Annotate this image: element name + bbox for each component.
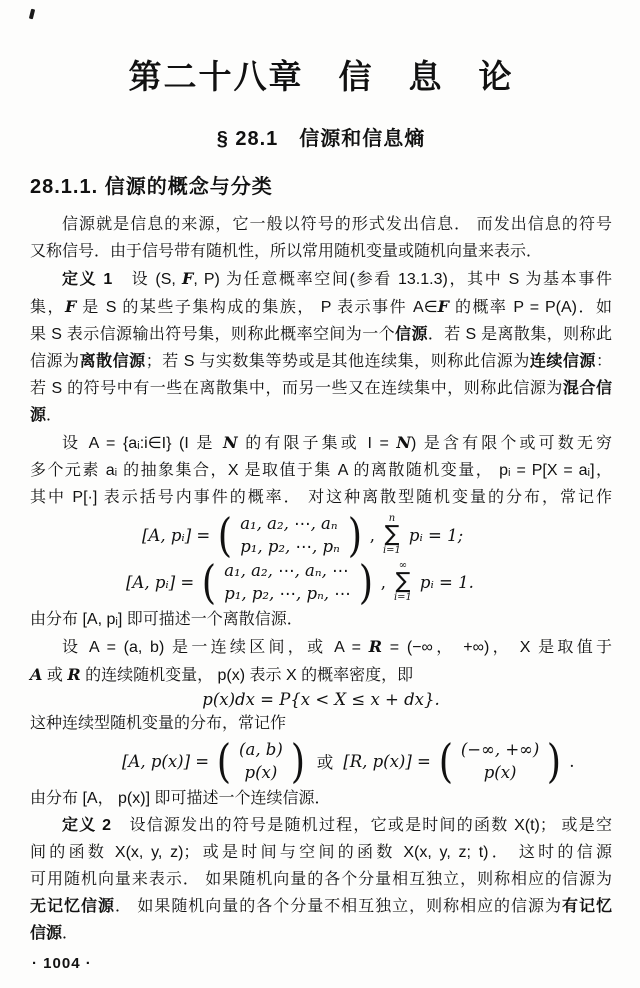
text-line: 信源就是信息的来源，它一般以符号的形式发出信息． 而发出信息的符号 bbox=[62, 216, 612, 234]
matrix-row-symbols: a₁, a₂, ⋯, aₙ, ⋯ bbox=[224, 560, 349, 580]
text-line: 定义 1 设 (S, F, P) 为任意概率空间(参看 13.1.3)，其中 S 为基本事件 bbox=[62, 269, 612, 289]
matrix-row-interval: (−∞, +∞) bbox=[460, 739, 540, 759]
text-line: 信源． bbox=[30, 925, 79, 943]
formula-density bbox=[30, 690, 612, 709]
summation-sign bbox=[394, 561, 412, 603]
formula-discrete-finite bbox=[142, 508, 612, 563]
formula-text: p(x)dx = P{x < X ≤ x + dx}. bbox=[202, 690, 440, 710]
matrix-row-interval: (a, b) bbox=[239, 739, 283, 759]
formula-discrete-infinite bbox=[126, 555, 612, 610]
subsection-title: 28.1.1. 信源的概念与分类 bbox=[30, 176, 273, 199]
page-number: · 1004 · bbox=[32, 955, 92, 973]
left-paren: ( bbox=[438, 734, 454, 789]
formula-lhs2: [R, p(x)] = bbox=[343, 751, 431, 771]
sigma-icon: ∑ bbox=[384, 522, 400, 548]
text-line: 由分布 [A， p(x)] 即可描述一个连续信源． bbox=[30, 790, 331, 808]
text-line: 定义 2 设信源发出的符号是随机过程，它或是时间的函数 X(t)； 或是空 bbox=[62, 817, 612, 835]
formula-continuous-source bbox=[122, 734, 612, 789]
paragraph-block-intro bbox=[30, 211, 612, 511]
separator: , bbox=[380, 572, 386, 592]
matrix-2row bbox=[240, 514, 340, 557]
matrix-row-probs: p₁, p₂, ⋯, pₙ, ⋯ bbox=[224, 583, 351, 603]
matrix-row-probs: p₁, p₂, ⋯, pₙ bbox=[240, 536, 340, 556]
formula-rhs: pᵢ = 1. bbox=[419, 572, 474, 592]
left-paren: ( bbox=[218, 508, 233, 563]
matrix-2row bbox=[239, 740, 283, 783]
paragraph-block-notation bbox=[30, 710, 612, 737]
matrix-row-density: p(x) bbox=[244, 762, 278, 782]
text-line: 这种连续型随机变量的分布，常记作 bbox=[30, 715, 287, 733]
sum-lower-limit: i=1 bbox=[382, 545, 401, 557]
sum-upper-limit: n bbox=[388, 513, 396, 525]
text-line: A 或 R 的连续随机变量， p(x) 表示 X 的概率密度，即 bbox=[30, 665, 414, 685]
formula-lhs: [A, pᵢ] = bbox=[142, 525, 211, 545]
left-paren: ( bbox=[216, 734, 232, 789]
text-line: 间的函数 X(x, y, z)；或是时间与空间的函数 X(x, y, z; t)． 这时的信源 bbox=[30, 844, 612, 862]
text-line: 集，F 是 S 的某些子集构成的集族， P 表示事件 A∈F 的概率 P = P(A)．如 bbox=[30, 297, 612, 317]
section-title: § 28.1 信源和信息熵 bbox=[216, 128, 426, 151]
formula-rhs: pᵢ = 1; bbox=[408, 525, 464, 545]
or-connector: 或 bbox=[316, 753, 334, 773]
text-line: 若 S 的符号中有一些在离散集中，而另一些又在连续集中，则称此信源为混合信 bbox=[30, 380, 612, 398]
matrix-row-symbols: a₁, a₂, ⋯, aₙ bbox=[240, 513, 338, 533]
sigma-icon: ∑ bbox=[395, 569, 411, 595]
text-line: 无记忆信源． 如果随机向量的各个分量不相互独立，则称相应的信源为有记忆 bbox=[30, 898, 612, 916]
text-line: 可用随机向量来表示． 如果随机向量的各个分量相互独立，则称相应的信源为 bbox=[30, 871, 612, 889]
matrix-2row bbox=[461, 740, 540, 783]
left-paren: ( bbox=[202, 555, 217, 610]
matrix-row-density: p(x) bbox=[483, 762, 517, 782]
sum-upper-limit: ∞ bbox=[398, 560, 408, 572]
chapter-title: 第二十八章 信 息 论 bbox=[128, 60, 514, 96]
separator: , bbox=[369, 525, 375, 545]
sum-lower-limit: i=1 bbox=[393, 592, 412, 604]
text-line: 设 A = (a, b) 是一连续区间，或 A = R = (−∞， +∞)， X 是取值于 bbox=[62, 637, 612, 657]
matrix-2row bbox=[224, 561, 351, 604]
text-line: 其中 P[·] 表示括号内事件的概率． 对这种离散型随机变量的分布，常记作 bbox=[30, 489, 612, 507]
paragraph-block-definition2 bbox=[30, 785, 612, 947]
text-line: 源． bbox=[30, 407, 63, 425]
text-line: 果 S 表示信源输出符号集，则称此概率空间为一个信源．若 S 是离散集，则称此 bbox=[30, 326, 612, 344]
text-line: 信源为离散信源；若 S 与实数集等势或是其他连续集，则称此信源为连续信源： bbox=[30, 353, 612, 371]
text-line: 由分布 [A, pᵢ] 即可描述一个离散信源． bbox=[30, 611, 303, 629]
right-paren: ) bbox=[358, 555, 373, 610]
period: . bbox=[569, 751, 575, 771]
ink-speck bbox=[29, 9, 35, 20]
right-paren: ) bbox=[347, 508, 362, 563]
right-paren: ) bbox=[290, 734, 305, 789]
formula-lhs: [A, p(x)] = bbox=[122, 751, 210, 771]
right-paren: ) bbox=[547, 734, 562, 789]
text-line: 又称信号．由于信号带有随机性，所以常用随机变量或随机向量来表示． bbox=[30, 243, 543, 261]
formula-lhs: [A, pᵢ] = bbox=[126, 572, 195, 592]
summation-sign bbox=[383, 514, 401, 556]
text-line: 多个元素 aᵢ 的抽象集合，X 是取值于集 A 的离散随机变量， pᵢ = P[X = aᵢ]， bbox=[30, 462, 612, 480]
paragraph-block-continuous bbox=[30, 606, 612, 689]
text-line: 设 A = {aᵢ:i∈I} (I 是 N 的有限子集或 I = N) 是含有限个或可数无穷 bbox=[62, 433, 612, 453]
